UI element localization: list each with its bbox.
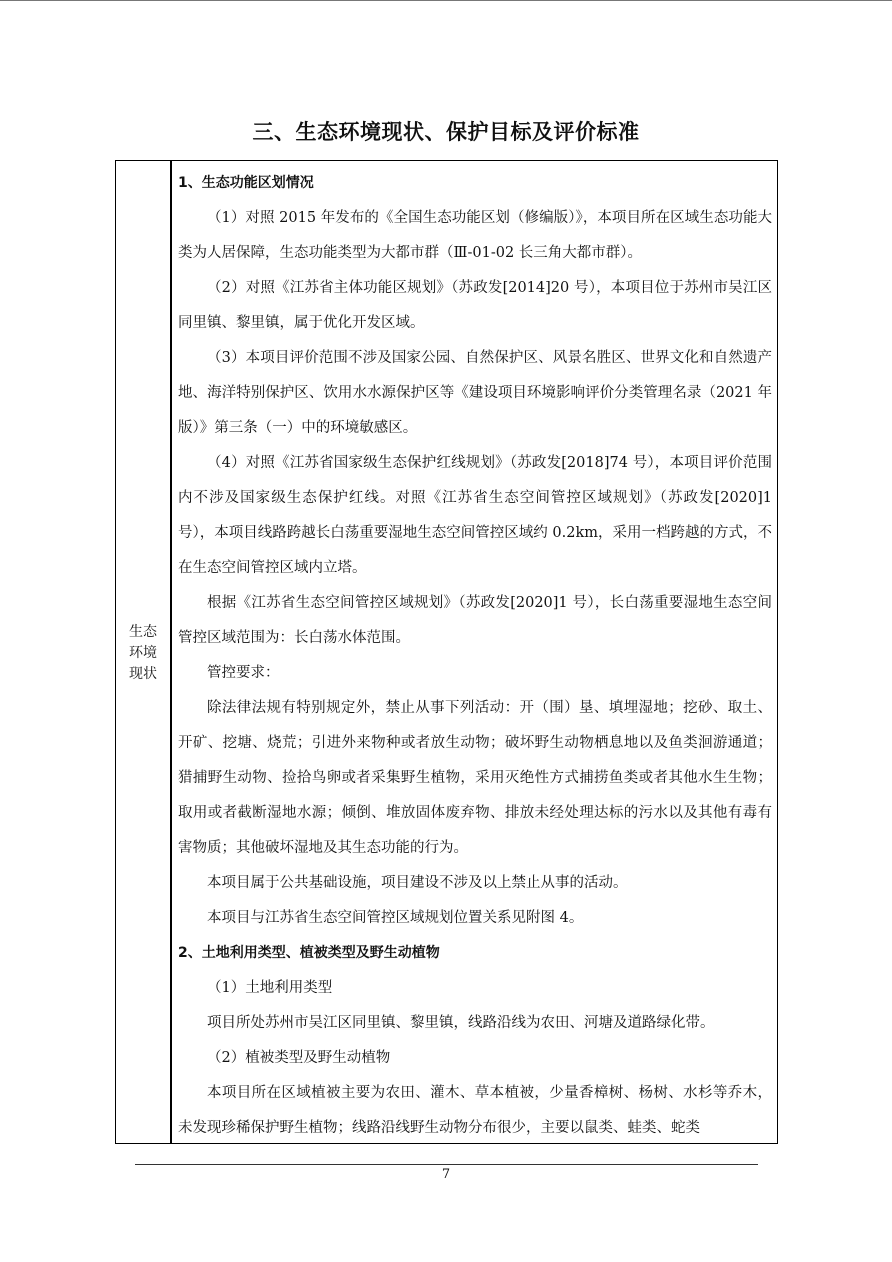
side-label xyxy=(116,622,170,685)
side-label-line: 环境 xyxy=(129,645,157,661)
page-title: 三、生态环境现状、保护目标及评价标准 xyxy=(252,120,640,144)
side-label-line: 现状 xyxy=(129,666,157,682)
body-paragraph: （4）对照《江苏省国家级生态保护红线规划》（苏政发[2018]74 号），本项目评价范围内不涉及国家级生态保护红线。对照《江苏省生态空间管控区域规划》（苏政发[2020]1 号），本项目线路跨越长白荡重要湿地生态空间管控区域约 0.2km，采用一档跨越的方式，不在生态空间管控区域内立塔。 xyxy=(178,455,772,576)
body-paragraph: （3）本项目评价范围不涉及国家公园、自然保护区、风景名胜区、世界文化和自然遗产地、海洋特别保护区、饮用水水源保护区等《建设项目环境影响评价分类管理名录（2021 年版）》第三条（一）中的环境敏感区。 xyxy=(178,350,772,436)
body-paragraph: 本项目所在区域植被主要为农田、灌木、草本植被，少量香樟树、杨树、水杉等乔木，未发现珍稀保护野生植物；线路沿线野生动物分布很少，主要以鼠类、蛙类、蛇类 xyxy=(178,1085,772,1136)
body-paragraph: 本项目属于公共基础设施，项目建设不涉及以上禁止从事的活动。 xyxy=(207,875,628,891)
body-paragraph: 除法律法规有特别规定外，禁止从事下列活动：开（围）垦、填埋湿地；挖砂、取土、开矿、挖塘、烧荒；引进外来物种或者放生动物；破坏野生动物栖息地以及鱼类洄游通道；猎捕野生动物、捡拾鸟卵或者采集野生植物，采用灭绝性方式捕捞鱼类或者其他水生生物；取用或者截断湿地水源；倾倒、堆放固体废弃物、排放未经处理达标的污水以及其他有毒有害物质；其他破坏湿地及其生态功能的行为。 xyxy=(178,700,772,856)
body-paragraph: （1）对照 2015 年发布的《全国生态功能区划（修编版）》，本项目所在区域生态功能大类为人居保障，生态功能类型为大都市群（Ⅲ-01-02 长三角大都市群）。 xyxy=(178,210,772,261)
content-cell xyxy=(178,166,772,1146)
side-label-line: 生态 xyxy=(129,624,157,640)
section-heading: 2、土地利用类型、植被类型及野生动植物 xyxy=(178,945,440,961)
section-heading: 1、生态功能区划情况 xyxy=(178,175,314,191)
body-paragraph: （2）对照《江苏省主体功能区规划》（苏政发[2014]20 号），本项目位于苏州市吴江区同里镇、黎里镇，属于优化开发区域。 xyxy=(178,280,772,331)
content-table xyxy=(115,160,778,1144)
body-paragraph: 管控要求： xyxy=(207,665,280,681)
body-paragraph: （1）土地利用类型 xyxy=(207,980,333,996)
page-number: 7 xyxy=(441,1167,451,1182)
column-divider xyxy=(170,161,172,1143)
top-border-line xyxy=(0,0,892,1)
body-paragraph: 项目所处苏州市吴江区同里镇、黎里镇，线路沿线为农田、河塘及道路绿化带。 xyxy=(207,1015,715,1031)
body-paragraph: （2）植被类型及野生动植物 xyxy=(207,1050,391,1066)
body-paragraph: 根据《江苏省生态空间管控区域规划》（苏政发[2020]1 号），长白荡重要湿地生态空间管控区域范围为：长白荡水体范围。 xyxy=(178,595,772,646)
body-paragraph: 本项目与江苏省生态空间管控区域规划位置关系见附图 4。 xyxy=(207,910,584,926)
footer-line xyxy=(135,1164,758,1165)
